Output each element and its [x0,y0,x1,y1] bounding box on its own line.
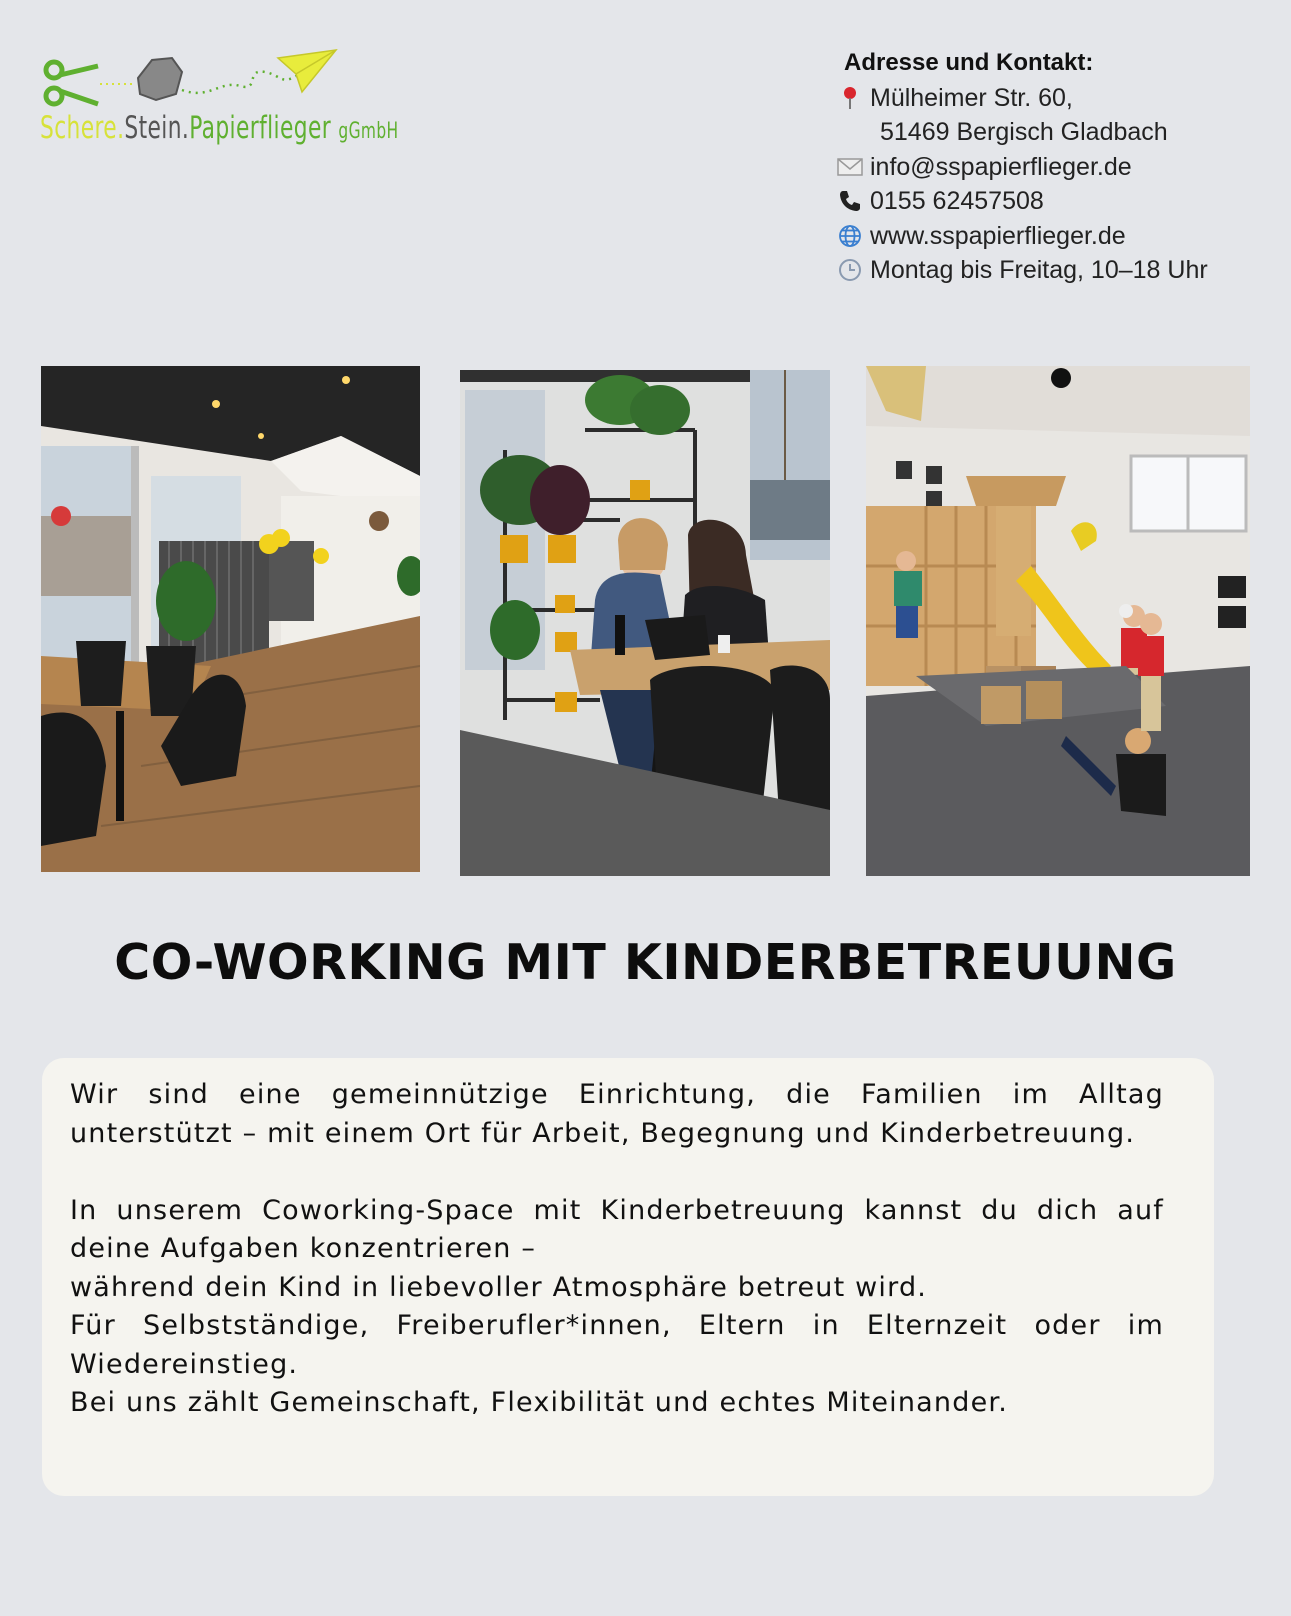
phone-number[interactable]: 0155 62457508 [870,187,1044,215]
address-line-1: Mülheimer Str. 60, [870,83,1073,112]
working-women-photo [460,370,830,876]
address-row [836,81,1256,116]
logo-word-stein: Stein. [124,110,190,146]
description-text [70,1076,1164,1423]
contact-title: Adresse und Kontakt: [844,49,1094,76]
stone-icon [138,58,182,100]
description-box [42,1058,1214,1496]
coworking-space-photo [41,366,420,872]
logo-wordmark [40,110,399,146]
phone-row [836,184,1256,219]
opening-hours: Montag bis Freitag, 10–18 Uhr [870,256,1208,284]
globe-icon [836,222,864,250]
children-playroom-photo [866,366,1250,876]
coworking-paragraph: In unserem Coworking-Space mit Kinderbetreuung kannst du dich auf deine Aufgaben konzentrieren – [70,1194,1164,1264]
page-title: CO-WORKING MIT KINDERBETREUUNG [114,934,1177,991]
logo-word-ggmbh: gGmbH [338,119,399,144]
logo-graphic [40,48,420,118]
clock-icon [836,256,864,284]
paragraph-spacer [70,1153,1164,1192]
scissors-icon [46,62,98,104]
pin-icon [836,84,864,112]
childcare-line: während dein Kind in liebevoller Atmosphäre betreut wird. [70,1271,928,1303]
intro-paragraph: Wir sind eine gemeinnützige Einrichtung, die Familien im Alltag unterstützt – mit einem Ort für Arbeit, Begegnung und Kinderbetreuung. [70,1079,1164,1149]
target-group-line: Für Selbstständige, Freiberufler*innen, Eltern in Elternzeit oder im Wiedereinstieg. [70,1310,1164,1380]
paper-plane-icon [278,50,336,92]
community-line: Bei uns zählt Gemeinschaft, Flexibilität und echtes Miteinander. [70,1387,1008,1418]
hours-row [836,253,1256,288]
contact-block [836,46,1256,288]
address-row-2 [836,115,1256,150]
phone-icon [836,187,864,215]
website-row [836,219,1256,254]
email-link[interactable]: info@sspapierflieger.de [870,152,1132,181]
address-line-2: 51469 Bergisch Gladbach [880,118,1168,146]
mail-icon [836,153,864,181]
company-logo [40,48,420,158]
logo-word-papierflieger: Papierflieger [189,110,332,146]
email-row [836,150,1256,185]
website-link[interactable]: www.sspapierflieger.de [870,221,1126,250]
logo-word-schere: Schere. [40,110,125,146]
